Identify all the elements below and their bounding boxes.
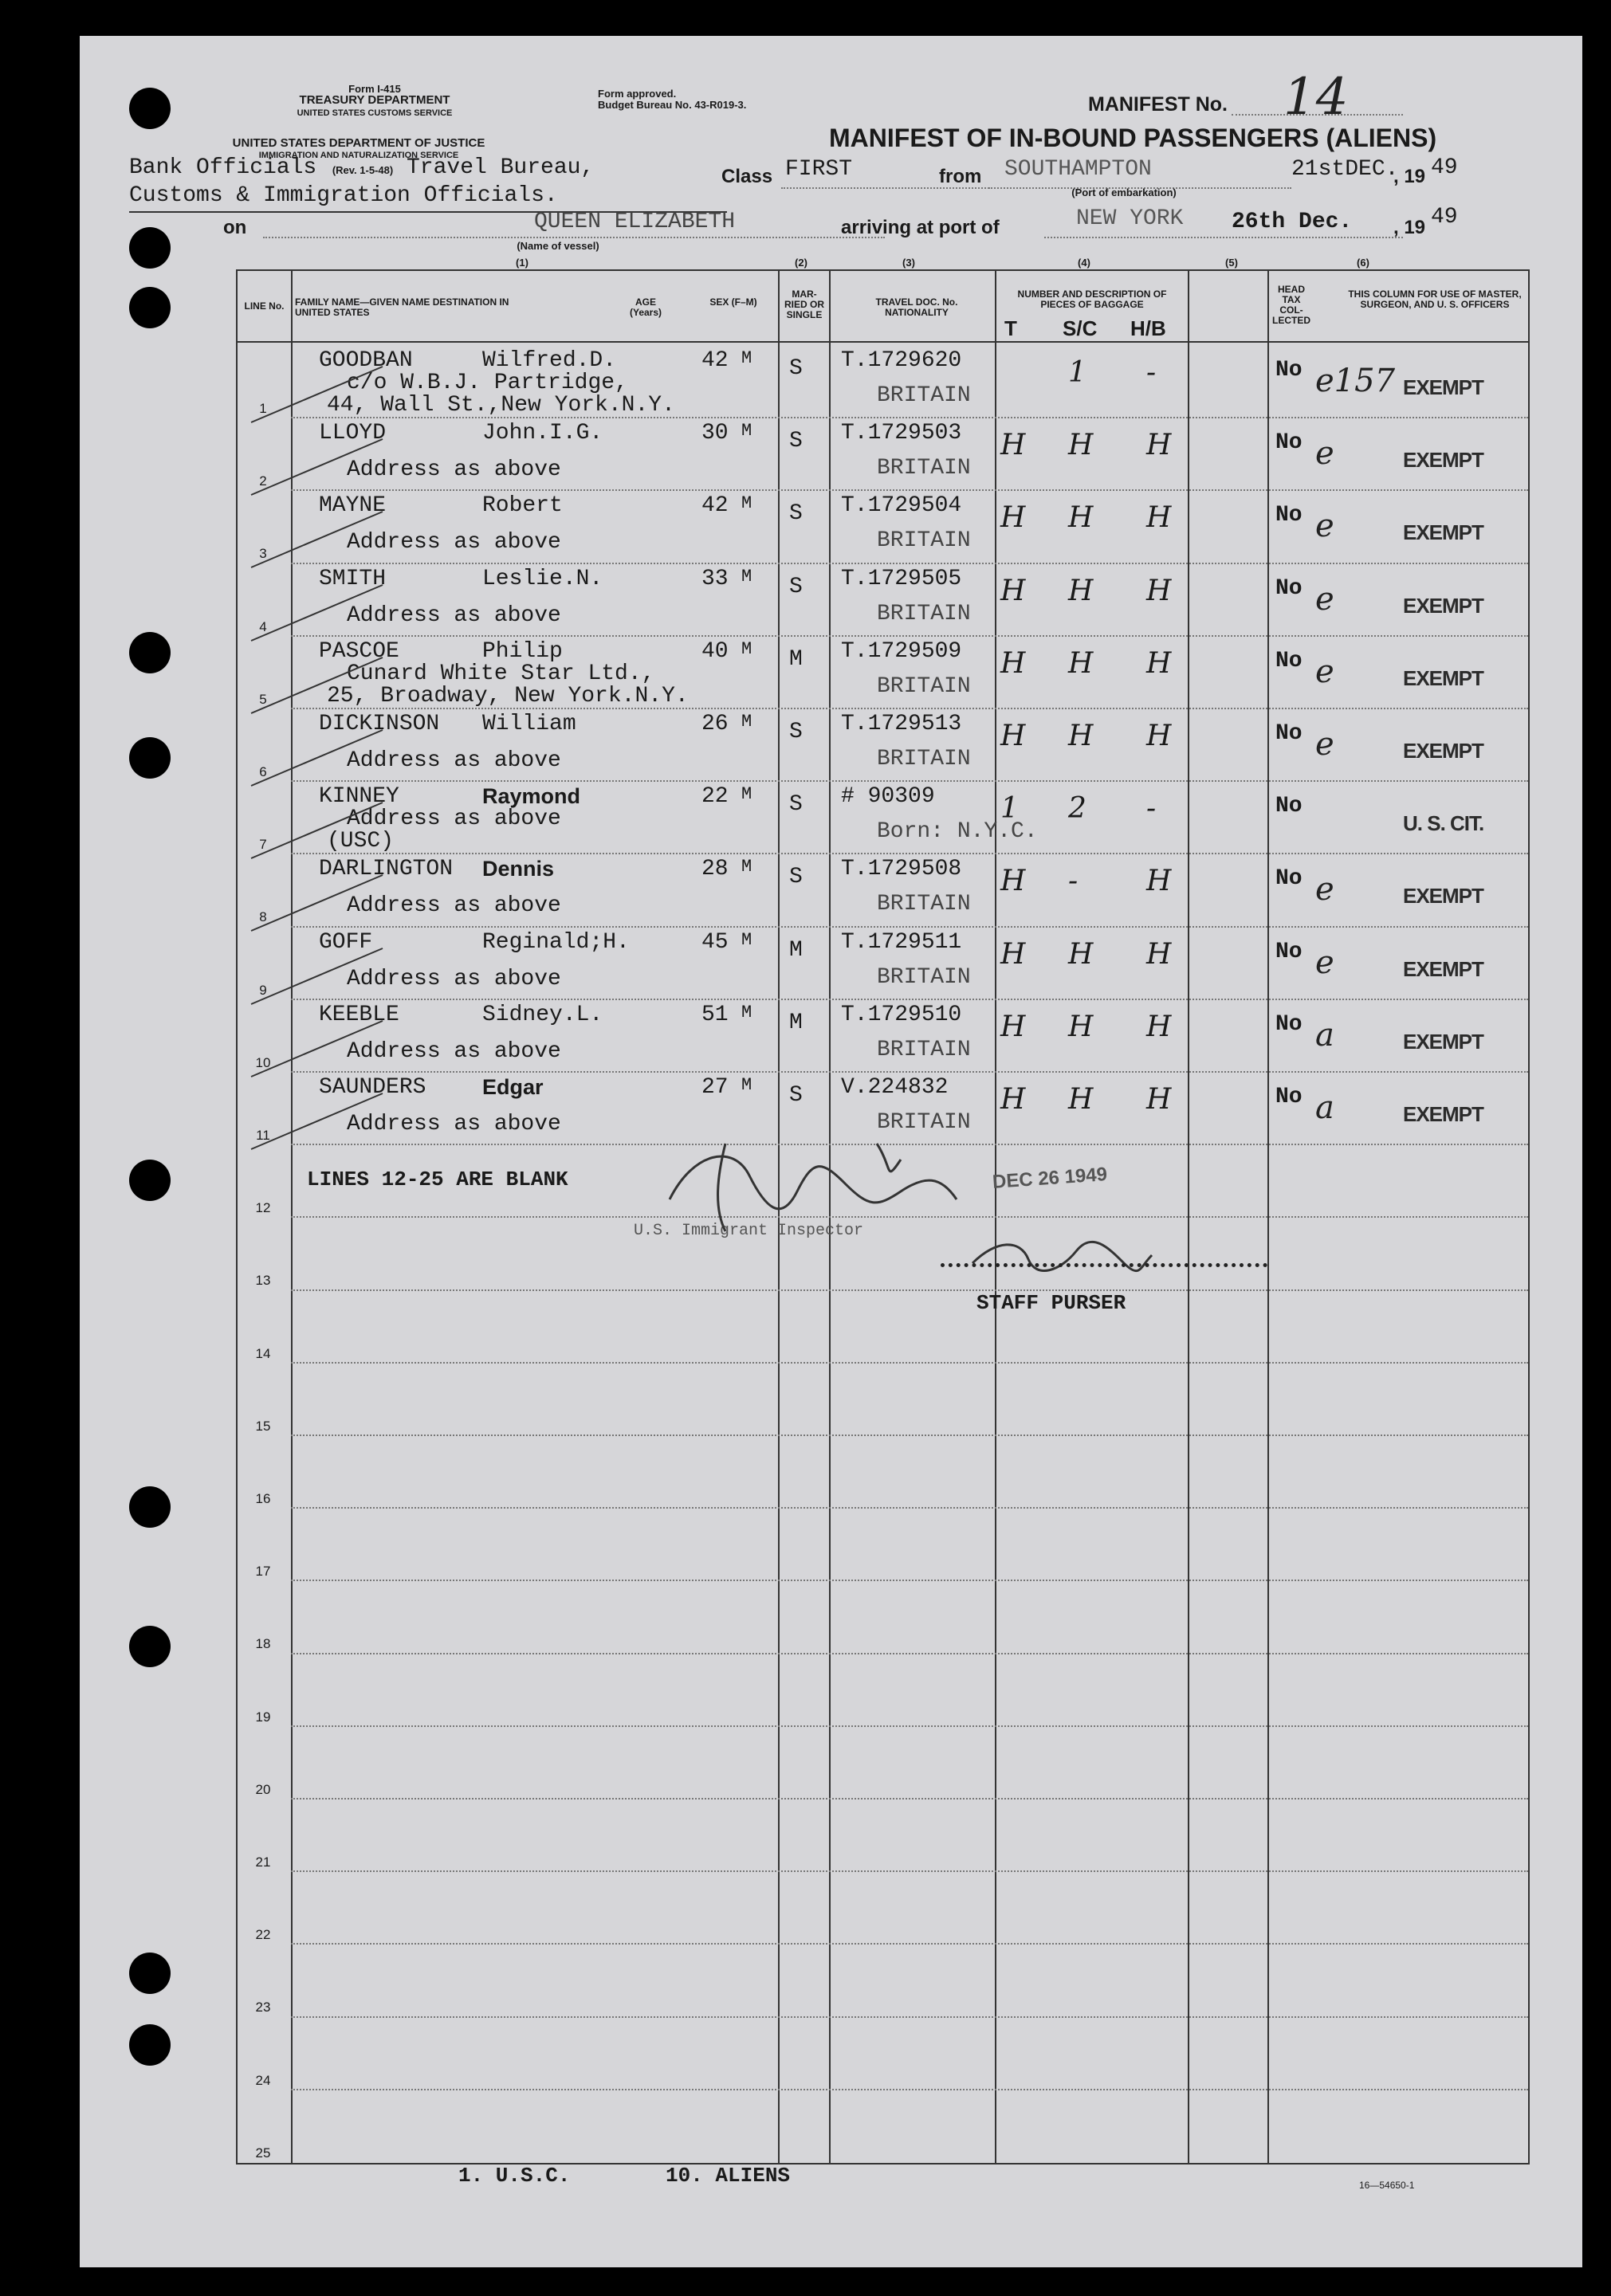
row-separator [291,999,1528,1000]
head-tax-status: No [1275,430,1303,456]
col-num-4: (4) [1078,257,1090,269]
header-officers: THIS COLUMN FOR USE OF MASTER, SURGEON, AND U. S. OFFICERS [1348,288,1522,310]
header-travel-doc: TRAVEL DOC. No. NATIONALITY [875,296,958,318]
passenger-age: 33 [701,566,729,591]
passenger-given-name: Philip [482,638,563,664]
passenger-destination: Address as above [347,966,561,991]
passenger-destination-line-2: 44, Wall St.,New York.N.Y. [327,393,675,418]
baggage-suitcase-count: H [1068,1083,1094,1116]
row-separator [291,1435,1528,1436]
col-num-1: (1) [516,257,528,269]
header-sex: SEX (F–M) [709,296,757,308]
passenger-destination-line-2: 25, Broadway, New York.N.Y. [327,683,689,708]
exempt-stamp: EXEMPT [1403,739,1483,763]
row-separator [291,2016,1528,2018]
passenger-given-name: Edgar [482,1075,544,1099]
port-caption: (Port of embarkation) [1071,186,1177,198]
passenger-marital-status: M [789,646,803,672]
passenger-given-name: Dennis [482,857,555,881]
head-tax-status: No [1275,1085,1303,1109]
passenger-destination-line-1: Cunard White Star Ltd., [347,661,655,686]
passenger-marital-status: S [789,720,803,744]
row-separator [291,1580,1528,1581]
header-line-no: LINE No. [244,300,285,312]
passenger-age: 42 [701,348,729,373]
baggage-suitcase-count: 1 [1068,356,1086,389]
baggage-handbag-count: - [1146,356,1157,389]
approved-label: Form approved. [598,88,677,100]
passenger-destination-line-1: c/o W.B.J. Partridge, [347,371,628,395]
passenger-sex: M [741,1075,752,1095]
from-label: from [939,166,982,187]
passenger-age: 28 [701,857,729,882]
passenger-family-name: GOODBAN [319,348,413,373]
passenger-marital-status: M [789,1010,803,1035]
vessel-name: QUEEN ELIZABETH [534,210,736,234]
exempt-stamp: EXEMPT [1403,884,1483,909]
passenger-sex: M [741,929,752,950]
passenger-nationality: BRITAIN [877,964,971,990]
passenger-family-name: LLOYD [319,421,387,446]
passenger-sex: M [741,712,752,732]
passenger-marital-status: S [789,574,803,599]
class-value: FIRST [785,157,853,182]
punch-hole [129,1953,171,1994]
line-number: 6 [259,764,267,779]
from-value: SOUTHAMPTON [1004,157,1152,182]
row-separator [291,1071,1528,1073]
punch-hole [129,632,171,673]
passenger-travel-doc: T.1729505 [841,566,962,591]
baggage-handbag-count: H [1146,646,1172,680]
passenger-age: 42 [701,493,729,519]
inspector-mark: e [1315,726,1334,763]
row-separator [291,926,1528,928]
inspector-mark: e [1315,944,1334,981]
punch-hole [129,287,171,328]
baggage-trunk-count: H [1000,865,1026,898]
baggage-handbag-count: H [1146,865,1172,898]
baggage-suitcase-count: H [1068,937,1094,971]
passenger-destination: Address as above [347,1112,561,1136]
passenger-given-name: William [482,712,576,736]
baggage-handbag-count: H [1146,720,1172,752]
passenger-nationality: BRITAIN [877,456,971,481]
line-number: 2 [259,473,267,489]
line-number: 1 [259,401,267,416]
line-number: 10 [255,1054,271,1070]
row-separator [291,1725,1528,1727]
passenger-travel-doc: T.1729513 [841,712,962,736]
arrival-date: 26th Dec. [1232,210,1353,234]
baggage-suitcase-count: H [1068,501,1094,535]
baggage-trunk-count: H [1000,720,1026,752]
line-number: 8 [259,909,267,925]
exempt-stamp: EXEMPT [1403,1102,1483,1126]
from-date: 21stDEC. [1291,157,1399,182]
table-bottom-border [236,2163,1530,2165]
inspector-mark: e [1315,653,1334,690]
line-number: 25 [255,2145,271,2161]
baggage-trunk-count: H [1000,574,1026,607]
line-number: 16 [255,1491,271,1506]
header-head-tax: HEAD TAX COL-LECTED [1272,284,1310,326]
head-tax-status: No [1275,575,1303,601]
line-number: 9 [259,982,267,998]
passenger-family-name: SAUNDERS [319,1075,426,1100]
passenger-travel-doc: V.224832 [841,1075,949,1100]
line-number: 4 [259,618,267,634]
col-num-6: (6) [1357,257,1369,269]
arrival-line [1044,237,1403,238]
blank-lines-note: LINES 12-25 ARE BLANK [307,1168,568,1191]
head-tax-status: No [1275,721,1303,746]
passenger-travel-doc: # 90309 [841,784,935,810]
footer-print-code: 16—54650-1 [1359,2180,1415,2191]
baggage-suitcase-count: 2 [1068,792,1086,826]
passenger-sex: M [741,638,752,659]
passenger-family-name: GOFF [319,929,373,955]
baggage-suitcase-count: H [1068,574,1094,607]
passenger-travel-doc: T.1729503 [841,421,962,446]
passenger-given-name: Wilfred.D. [482,348,617,373]
head-tax-status: No [1275,939,1303,964]
year-prefix-1: , 19 [1393,166,1426,187]
baggage-trunk-count: H [1000,1010,1026,1043]
manifest-no-label: MANIFEST No. [1088,93,1228,116]
inspector-mark: a [1315,1016,1334,1054]
passenger-given-name: John.I.G. [482,421,603,446]
header-bag-sc: S/C [1063,316,1098,340]
line-number: 13 [255,1273,271,1289]
header-bag-hb: H/B [1130,316,1166,340]
passenger-marital-status: M [789,937,803,963]
inspector-mark: e157 [1315,363,1396,399]
passenger-travel-doc: T.1729504 [841,493,962,519]
revision-label: (Rev. 1-5-48) [332,164,394,176]
distribution-bank: Bank Officials [129,155,317,180]
baggage-trunk-count: H [1000,429,1026,462]
row-separator [291,2089,1528,2090]
passenger-marital-status: S [789,1083,803,1108]
inspector-signature [638,1128,972,1255]
baggage-handbag-count: H [1146,1010,1172,1043]
inspector-mark: e [1315,580,1334,618]
passenger-sex: M [741,784,752,805]
arriving-label: arriving at port of [841,217,1000,238]
line-number: 14 [255,1345,271,1361]
passenger-sex: M [741,421,752,442]
passenger-nationality: BRITAIN [877,528,971,554]
line-number: 15 [255,1418,271,1434]
head-tax-status: No [1275,503,1303,528]
line-number: 20 [255,1781,271,1797]
col-num-2: (2) [795,257,807,269]
passenger-nationality: BRITAIN [877,601,971,626]
row-separator [291,635,1528,637]
col-border [236,269,238,2165]
passenger-sex: M [741,566,752,587]
vessel-line [263,237,885,238]
passenger-age: 45 [701,929,729,955]
vessel-caption: (Name of vessel) [517,240,599,252]
line-number: 7 [259,837,267,853]
manifest-no-value: 14 [1283,68,1349,127]
passenger-age: 27 [701,1075,729,1100]
passenger-age: 26 [701,712,729,736]
baggage-handbag-count: - [1146,792,1157,826]
punch-hole [129,2024,171,2066]
line-number: 22 [255,1927,271,1943]
passenger-sex: M [741,1002,752,1022]
passenger-given-name: Leslie.N. [482,566,603,591]
distribution-travel: Travel Bureau, [407,155,595,180]
passenger-given-name: Raymond [482,784,581,809]
baggage-suitcase-count: - [1068,865,1079,898]
staff-purser-label: STAFF PURSER [976,1291,1126,1315]
year-prefix-2: , 19 [1393,217,1426,238]
exempt-stamp: EXEMPT [1403,520,1483,545]
purser-line [941,1263,1267,1267]
passenger-age: 40 [701,638,729,664]
passenger-destination: Address as above [347,457,561,483]
passenger-destination-line-1: Address as above [347,807,561,832]
punch-hole [129,1486,171,1528]
punch-hole [129,88,171,129]
passenger-destination: Address as above [347,1038,561,1064]
head-tax-status: No [1275,358,1303,383]
baggage-trunk-count: H [1000,1083,1026,1116]
line-number: 18 [255,1636,271,1652]
passenger-destination: Address as above [347,602,561,628]
passenger-age: 51 [701,1002,729,1027]
exempt-stamp: EXEMPT [1403,956,1483,981]
passenger-given-name: Sidney.L. [482,1002,603,1027]
exempt-stamp: EXEMPT [1403,665,1483,690]
passenger-travel-doc: T.1729509 [841,638,962,664]
punch-hole [129,1626,171,1667]
justice-label: UNITED STATES DEPARTMENT OF JUSTICE [232,136,485,150]
inspector-caption: U.S. Immigrant Inspector [634,1222,864,1240]
baggage-trunk-count: H [1000,646,1026,680]
baggage-suitcase-count: H [1068,646,1094,680]
on-label: on [223,217,247,238]
passenger-marital-status: S [789,501,803,527]
line-number: 21 [255,1854,271,1870]
baggage-handbag-count: H [1146,429,1172,462]
row-separator [291,1653,1528,1654]
passenger-marital-status: S [789,792,803,818]
exempt-stamp: U. S. CIT. [1403,811,1484,836]
head-tax-status: No [1275,866,1303,892]
passenger-given-name: Reginald;H. [482,929,630,955]
header-married: MAR-RIED OR SINGLE [784,288,824,320]
passenger-nationality: BRITAIN [877,747,971,771]
exempt-stamp: EXEMPT [1403,375,1483,399]
line-number: 5 [259,691,267,707]
head-tax-status: No [1275,648,1303,673]
distribution-customs: Customs & Immigration Officials. [129,183,558,208]
passenger-family-name: KEEBLE [319,1002,399,1027]
date-stamp: DEC 26 1949 [992,1164,1108,1193]
form-number: Form I-415 [348,83,401,95]
col-num-5: (5) [1225,257,1238,269]
passenger-destination-line-2: (USC) [327,829,395,854]
baggage-trunk-count: 1 [1000,792,1019,826]
passenger-destination: Address as above [347,893,561,919]
baggage-trunk-count: H [1000,937,1026,971]
purser-signature [965,1231,1156,1279]
line-number: 11 [256,1128,270,1143]
exempt-stamp: EXEMPT [1403,1029,1483,1054]
passenger-nationality: BRITAIN [877,383,971,408]
exempt-stamp: EXEMPT [1403,448,1483,473]
budget-label: Budget Bureau No. 43-R019-3. [598,99,747,111]
passenger-nationality: BRITAIN [877,673,971,699]
passenger-sex: M [741,857,752,877]
passenger-travel-doc: T.1729620 [841,348,962,373]
line-number: 3 [259,546,267,562]
table-header-border [236,341,1530,343]
treasury-label: TREASURY DEPARTMENT [299,93,450,107]
row-separator [291,489,1528,491]
inspector-mark: e [1315,508,1334,545]
row-separator [291,1870,1528,1872]
table-top-border [236,269,1530,271]
line-number: 24 [255,2072,271,2088]
passenger-age: 30 [701,421,729,446]
punch-hole [129,1160,171,1201]
row-separator [291,853,1528,854]
passenger-nationality: Born: N.Y.C. [877,819,1038,845]
passenger-family-name: SMITH [319,566,387,591]
header-name: FAMILY NAME—GIVEN NAME DESTINATION IN UNITED STATES [295,296,509,318]
passenger-given-name: Robert [482,493,563,519]
passenger-travel-doc: T.1729510 [841,1002,962,1027]
passenger-nationality: BRITAIN [877,1037,971,1062]
footer-usc-count: 1. U.S.C. [458,2164,571,2188]
passenger-travel-doc: T.1729508 [841,857,962,882]
punch-hole [129,227,171,269]
year-1: 49 [1431,155,1458,180]
row-separator [291,1362,1528,1364]
header-age: AGE (Years) [629,296,662,318]
header-baggage: NUMBER AND DESCRIPTION OF PIECES OF BAGGAGE [1017,288,1167,310]
row-separator [291,1289,1528,1291]
passenger-family-name: KINNEY [319,784,399,810]
row-separator [291,1507,1528,1509]
passenger-nationality: BRITAIN [877,1110,971,1135]
inspector-mark: a [1315,1089,1334,1126]
row-separator [291,780,1528,782]
baggage-handbag-count: H [1146,574,1172,607]
ins-label: IMMIGRATION AND NATURALIZATION SERVICE [258,151,459,160]
customs-label: UNITED STATES CUSTOMS SERVICE [297,108,453,118]
inspector-mark: e [1315,435,1334,473]
line-number: 23 [255,2000,271,2015]
passenger-sex: M [741,493,752,514]
inspector-mark: e [1315,871,1334,909]
line-number: 12 [255,1200,271,1216]
line-number: 17 [255,1564,271,1580]
footer-alien-count: 10. ALIENS [666,2164,791,2188]
passenger-nationality: BRITAIN [877,892,971,917]
row-separator [291,1798,1528,1800]
head-tax-status: No [1275,1011,1303,1037]
check-mark-icon [247,1089,391,1161]
manifest-title: MANIFEST OF IN-BOUND PASSENGERS (ALIENS) [829,124,1437,152]
passenger-travel-doc: T.1729511 [841,929,962,955]
passenger-family-name: PASCOE [319,638,399,664]
passenger-marital-status: S [789,356,803,381]
row-separator [291,563,1528,564]
baggage-suitcase-count: H [1068,429,1094,462]
class-label: Class [721,166,773,187]
col-border [1528,269,1530,2165]
passenger-age: 22 [701,784,729,810]
manifest-page [80,36,1582,2267]
header-bag-t: T [1004,316,1017,340]
passenger-family-name: DICKINSON [319,712,440,736]
passenger-destination: Address as above [347,530,561,555]
baggage-handbag-count: H [1146,1083,1172,1116]
head-tax-status: No [1275,794,1303,819]
baggage-handbag-count: H [1146,937,1172,971]
baggage-handbag-count: H [1146,501,1172,535]
col-num-3: (3) [902,257,915,269]
exempt-stamp: EXEMPT [1403,593,1483,618]
arrival-port: NEW YORK [1076,206,1184,231]
passenger-family-name: DARLINGTON [319,857,454,882]
passenger-family-name: MAYNE [319,493,387,519]
baggage-suitcase-count: H [1068,720,1094,752]
passenger-destination: Address as above [347,748,561,773]
baggage-suitcase-count: H [1068,1010,1094,1043]
passenger-sex: M [741,348,752,368]
row-separator [291,1943,1528,1945]
passenger-marital-status: S [789,865,803,890]
passenger-marital-status: S [789,429,803,454]
line-number: 19 [255,1709,271,1725]
punch-hole [129,737,171,779]
year-2: 49 [1431,205,1458,230]
baggage-trunk-count: H [1000,501,1026,535]
